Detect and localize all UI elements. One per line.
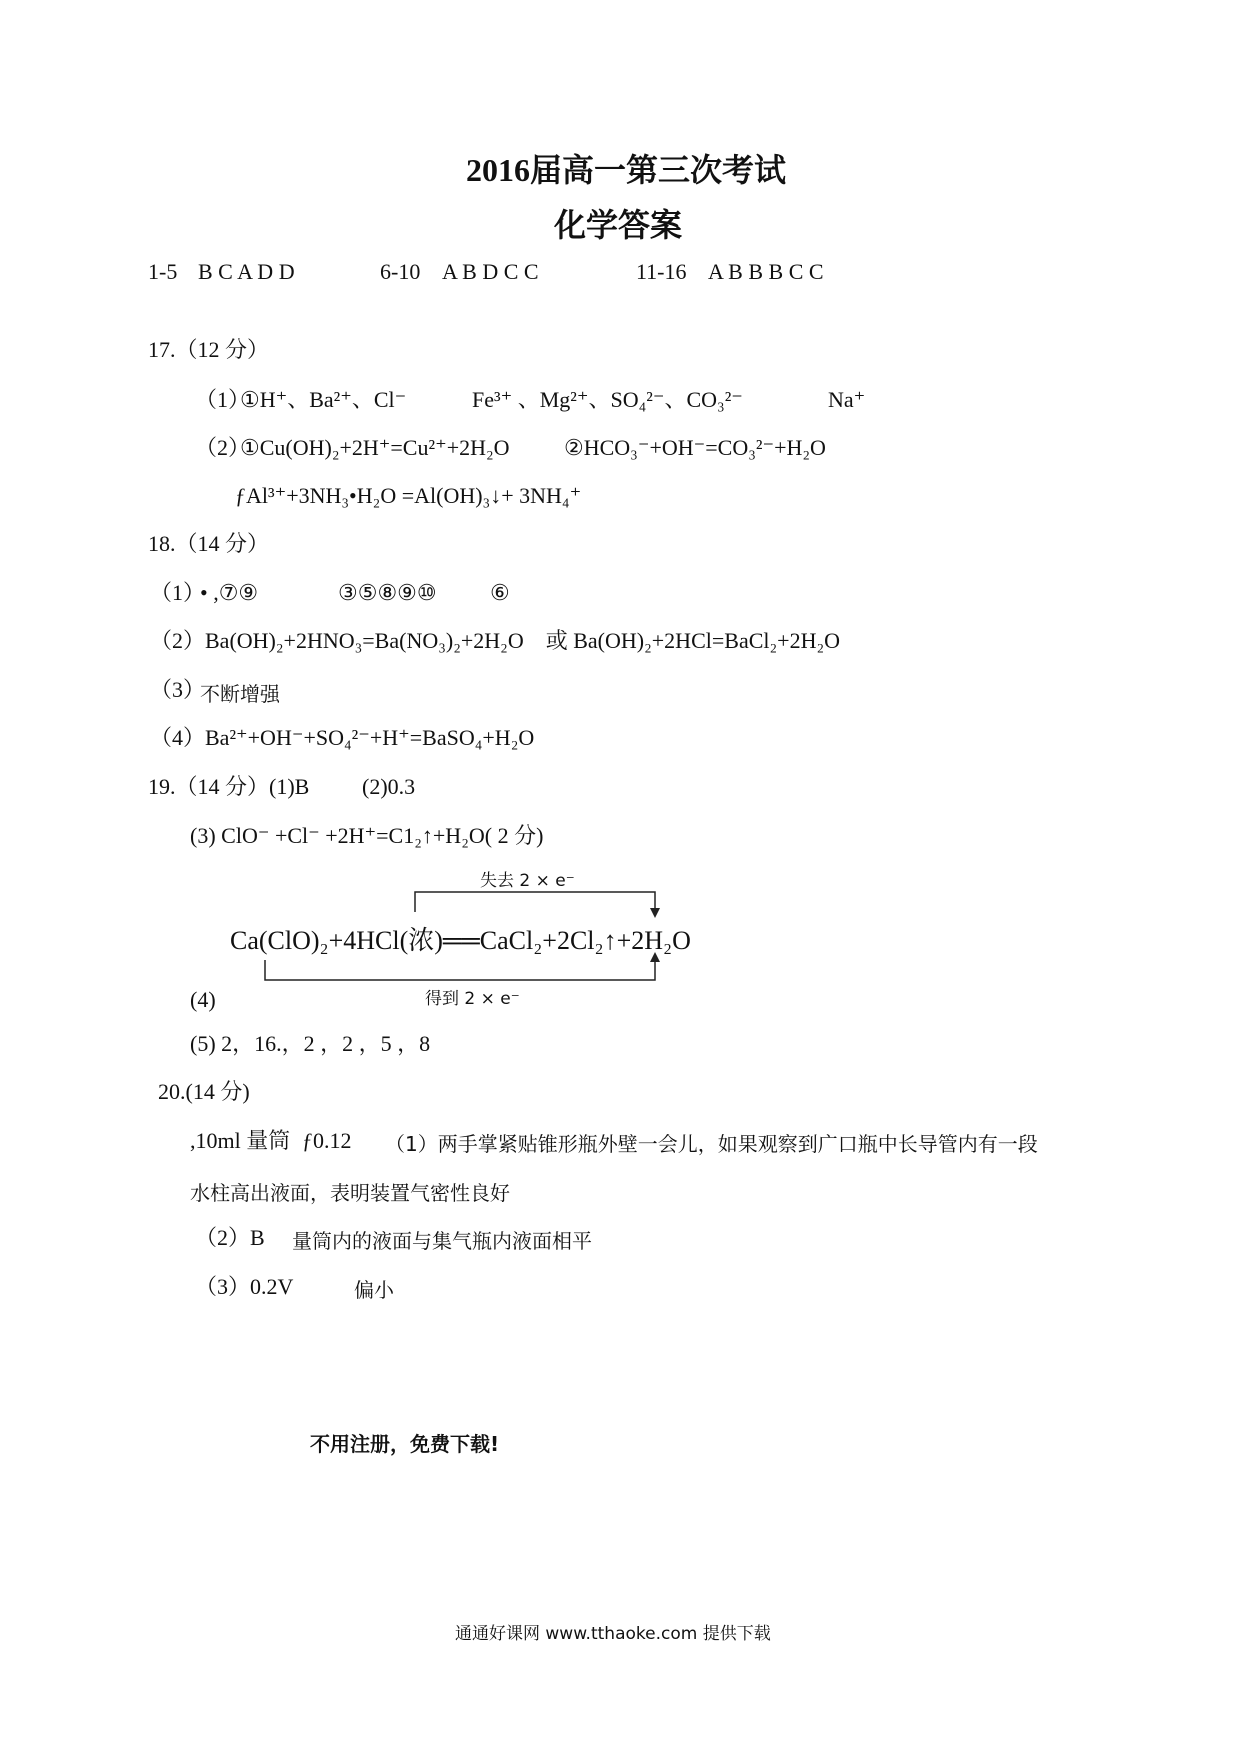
q20-line2: 水柱高出液面，表明装置气密性良好 <box>190 1181 510 1205</box>
mc-answers-2: A B D C C <box>442 259 539 284</box>
q17-part1-b: Fe³⁺ 、Mg²⁺、SO₄²⁻、CO₃²⁻ <box>472 387 743 412</box>
q18-line1-c: ⑥ <box>490 580 510 605</box>
lost-arrowhead <box>650 908 660 918</box>
q17-part2-c: ƒAl³⁺+3NH₃•H₂O =Al(OH)₃↓+ 3NH₄⁺ <box>235 483 582 508</box>
q17-part1-c: Na⁺ <box>828 387 866 412</box>
mc-range-1: 1-5 <box>148 259 178 284</box>
q17-part2-label: （2） <box>195 435 251 460</box>
q18-line2: （2）Ba(OH)₂+2HNO₃=Ba(NO₃)₂+2H₂O 或 Ba(OH)₂+2HCl=BaCl₂+2H₂O <box>150 628 841 653</box>
promo-text: 不用注册，免费下载! <box>310 1432 500 1456</box>
q17-part2-b: ②HCO₃⁻+OH⁻=CO₃²⁻+H₂O <box>564 435 826 460</box>
q19-part5: (5) 2，16.，2 ，2 ，5 ，8 <box>190 1031 431 1056</box>
q20-heading: 20.(14 分) <box>158 1079 250 1104</box>
q20-line1-c: （1）两手掌紧贴锥形瓶外壁一会儿，如果观察到广口瓶中长导管内有一段 <box>385 1132 1038 1156</box>
q19-part2: (2)0.3 <box>362 774 416 799</box>
q19-heading: 19.（14 分）(1)B <box>148 774 310 799</box>
q18-line1-a: • ,⑦⑨ <box>200 580 259 605</box>
q18-line1-b: ③⑤⑧⑨⑩ <box>338 580 437 605</box>
q20-line3-a: （2）B <box>195 1225 265 1250</box>
mc-range-2: 6-10 <box>380 259 421 284</box>
mc-answers-3: A B B B C C <box>708 259 824 284</box>
electron-transfer-diagram <box>225 862 825 1012</box>
redox-equation: Ca(ClO)₂+4HCl(浓)══CaCl₂+2Cl₂↑+2H₂O <box>230 926 691 955</box>
q18-line1-label: （1） <box>150 580 206 605</box>
electron-gained-label: 得到 2 × e⁻ <box>425 989 520 1009</box>
q19-part3: (3) ClO⁻ +Cl⁻ +2H⁺=C1₂↑+H₂O( 2 分) <box>190 823 544 848</box>
q20-line1-a: ,10ml 量筒 <box>190 1128 291 1153</box>
q19-part4: (4) <box>190 987 216 1012</box>
q18-line3-label: （3） <box>150 677 206 702</box>
q18-heading: 18.（14 分） <box>148 531 270 556</box>
q20-line4-a: （3）0.2V <box>195 1274 294 1299</box>
q18-line3-text: 不断增强 <box>200 682 280 706</box>
q17-part1-a: ①H⁺、Ba²⁺、Cl⁻ <box>240 387 407 412</box>
q17-part2-a: ①Cu(OH)₂+2H⁺=Cu²⁺+2H₂O <box>240 435 510 460</box>
q20-line3-b: 量筒内的液面与集气瓶内液面相平 <box>292 1229 592 1253</box>
page-title: 2016届高一第三次考试 <box>466 152 787 188</box>
q17-heading: 17.（12 分） <box>148 337 270 362</box>
q20-line1-b: ƒ0.12 <box>302 1128 352 1153</box>
electron-lost-label: 失去 2 × e⁻ <box>480 871 575 891</box>
mc-answers-1: B C A D D <box>198 259 295 284</box>
footer-text: 通通好课网 www.tthaoke.com 提供下载 <box>455 1624 771 1644</box>
mc-range-3: 11-16 <box>636 259 687 284</box>
q20-line4-b: 偏小 <box>354 1278 394 1302</box>
lost-electron-bracket <box>415 892 655 912</box>
gained-electron-bracket <box>265 960 655 980</box>
page-subtitle: 化学答案 <box>554 207 683 243</box>
q18-line4: （4）Ba²⁺+OH⁻+SO₄²⁻+H⁺=BaSO₄+H₂O <box>150 725 535 750</box>
q17-part1-label: （1） <box>195 387 251 412</box>
